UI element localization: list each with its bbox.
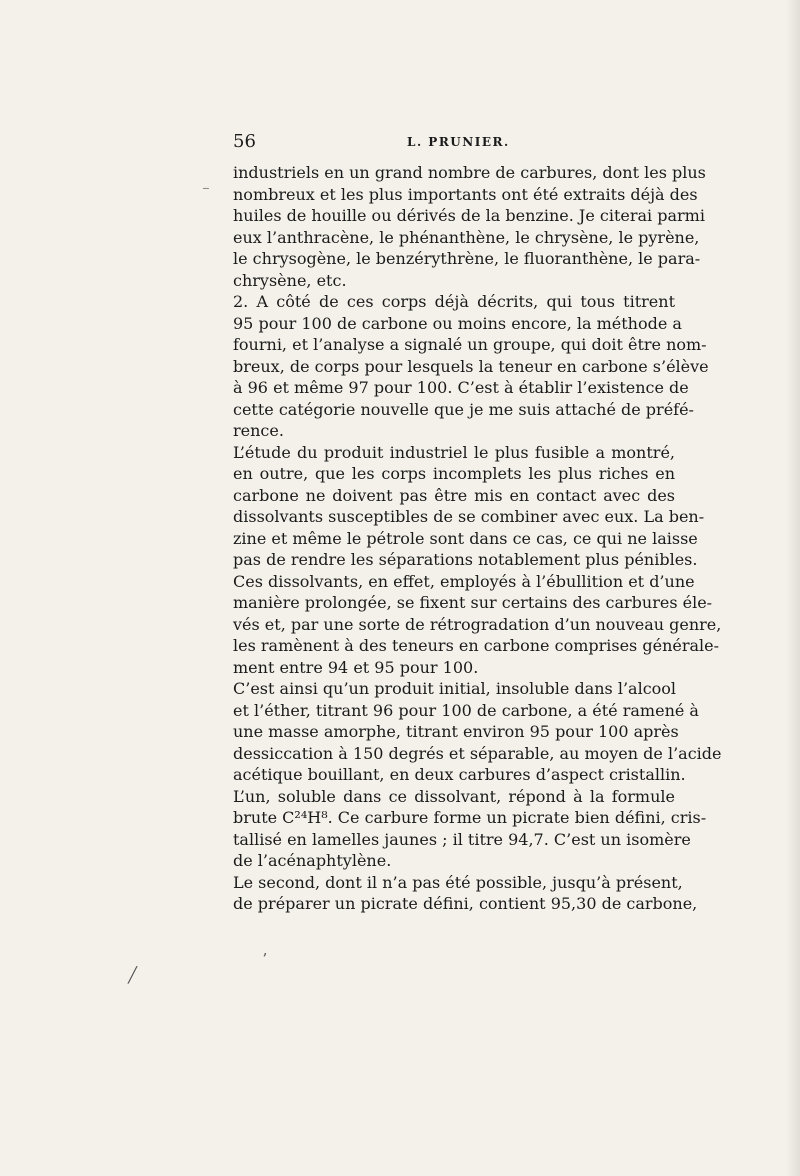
text-line: industriels en un grand nombre de carbures, dont les plus <box>233 163 706 182</box>
text-line: fourni, et l’analyse a signalé un groupe, qui doit être nom- <box>233 335 707 354</box>
text-line: en outre, que les corps incomplets les plus riches en <box>233 464 675 483</box>
text-line: le chrysogène, le benzérythrène, le fluoranthène, le para- <box>233 249 701 268</box>
text-line: eux l’anthracène, le phénanthène, le chrysène, le pyrène, <box>233 227 700 247</box>
text-line: carbone ne doivent pas être mis en contact avec des <box>233 485 675 505</box>
text-line: les ramènent à des teneurs en carbone comprises générale- <box>233 636 720 655</box>
text-line: huiles de houille ou dérivés de la benzine. Je citerai parmi <box>233 206 705 225</box>
text-line: acétique bouillant, en deux carbures d’aspect cristallin. <box>233 765 686 784</box>
text-line: de l’acénaphtylène. <box>233 851 392 870</box>
text-line: C’est ainsi qu’un produit initial, insoluble dans l’alcool <box>233 679 677 698</box>
text-line: tallisé en lamelles jaunes ; il titre 94,7. C’est un isomère <box>233 829 691 849</box>
text-line: pas de rendre les séparations notablement plus pénibles. <box>233 550 698 569</box>
stray-mark-slash: ╱ <box>128 966 138 984</box>
text-line: cette catégorie nouvelle que je me suis attaché de préfé- <box>233 399 694 419</box>
text-line: dissolvants susceptibles de se combiner avec eux. La ben- <box>233 507 705 526</box>
text-line: Le second, dont il n’a pas été possible, jusqu’à présent, <box>233 872 683 892</box>
text-line: nombreux et les plus importants ont été extraits déjà des <box>233 184 698 204</box>
text-line: zine et même le pétrole sont dans ce cas, ce qui ne laisse <box>233 528 698 548</box>
page-number: 56 <box>233 131 256 152</box>
body-text <box>233 162 722 915</box>
text-line: brute C²⁴H⁸. Ce carbure forme un picrate bien défini, cris- <box>233 808 707 827</box>
text-line: chrysène, etc. <box>233 270 347 290</box>
text-line: vés et, par une sorte de rétrogradation d’un nouveau genre, <box>233 614 722 634</box>
text-line: L’un, soluble dans ce dissolvant, répond à la formule <box>233 786 675 806</box>
text-line: ment entre 94 et 95 pour 100. <box>233 657 479 677</box>
text-line: une masse amorphe, titrant environ 95 pour 100 après <box>233 722 679 741</box>
text-line: dessiccation à 150 degrés et séparable, au moyen de l’acide <box>233 743 722 763</box>
page-header <box>233 131 675 153</box>
text-line: 95 pour 100 de carbone ou moins encore, la méthode a <box>233 313 682 333</box>
text-line: breux, de corps pour lesquels la teneur en carbone s’élève <box>233 356 709 376</box>
text-line: rence. <box>233 421 284 440</box>
text-line: 2. A côté de ces corps déjà décrits, qui tous titrent <box>233 292 675 311</box>
text-line: et l’éther, titrant 96 pour 100 de carbone, a été ramené à <box>233 700 699 720</box>
stray-mark-dash: ⁻ <box>202 182 210 200</box>
text-line: à 96 et même 97 pour 100. C’est à établir l’existence de <box>233 378 689 397</box>
text-line: Ces dissolvants, en effet, employés à l’ébullition et d’une <box>233 571 695 591</box>
running-head: L. PRUNIER. <box>407 135 510 149</box>
text-line: L’étude du produit industriel le plus fusible a montré, <box>233 442 675 462</box>
text-line: manière prolongée, se fixent sur certains des carbures éle- <box>233 593 713 612</box>
text-line: de préparer un picrate défini, contient 95,30 de carbone, <box>233 894 698 913</box>
page-edge-shadow <box>786 0 800 1176</box>
stray-mark-dot: ʼ <box>262 950 267 968</box>
